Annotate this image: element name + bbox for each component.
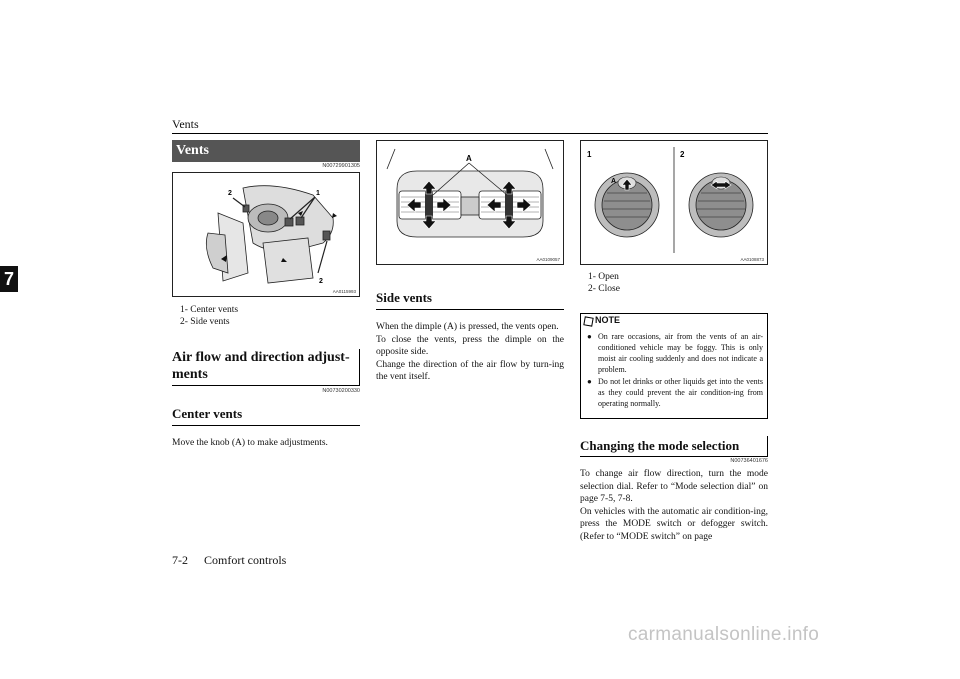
bullet-icon: ● [587,377,592,386]
chapter-tab[interactable]: 7 [0,266,18,292]
dashboard-illustration [173,173,359,296]
legend-item: 2- Close [588,284,620,294]
running-header: Vents [172,117,199,131]
side-vents-text [376,321,564,384]
bullet-icon: ● [587,332,592,341]
figure-id: AA0108873 [740,257,764,262]
center-vents-heading: Center vents [172,406,360,426]
airflow-heading: Air flow and direction adjust- ments [172,349,360,386]
center-vents-text: Move the knob (A) to make adjustments. [172,438,328,448]
side-vents-paragraph: To close the vents, press the dimple on the opposite side. [376,334,564,358]
page-footer [172,553,286,568]
side-vents-illustration [581,141,767,264]
section-code: N00729901305 [322,163,360,169]
side-vents-heading: Side vents [376,290,564,310]
watermark[interactable]: carmanualsonline.info [628,624,820,645]
side-vents-figure [580,140,768,265]
vents-overview-figure [172,172,360,297]
callout-2-bottom: 2 [319,278,323,285]
figure-id: AA0109057 [536,257,560,262]
side-vents-paragraph: When the dimple (A) is pressed, the vents open. [376,322,559,332]
callout-a: A [466,154,472,163]
mode-paragraph: On vehicles with the automatic air condition-ing, press the MODE switch or defogger switch. (Refer to “MODE switch” on page [580,506,768,542]
figure-label-2: 2 [680,150,685,159]
callout-2-top: 2 [228,190,232,197]
note-label: NOTE [581,314,626,327]
legend-item: 1- Center vents [180,305,239,315]
note-box [580,313,768,419]
section-name: Comfort controls [204,553,287,567]
airflow-code: N00730200330 [322,388,360,394]
figure-label-1: 1 [587,150,592,159]
legend-item: 2- Side vents [180,317,230,327]
note-list [587,331,763,410]
mode-selection-text [580,468,768,544]
legend-list [588,271,620,295]
page-number: 7-2 [172,553,188,567]
figure-label-a: A [611,178,617,185]
mode-code: N00736401676 [730,458,768,464]
figure-id: AA0115993 [332,289,356,294]
side-vents-paragraph: Change the direction of the air flow by turn-ing the vent itself. [376,359,564,383]
callout-1: 1 [316,190,320,197]
legend-item: 1- Open [588,272,619,282]
legend-list [180,304,238,328]
note-item: ● On rare occasions, air from the vents of an air-conditioned vehicle may be foggy. This is only moist air cooling suddenly and does not indicate a problem. [587,332,763,374]
mode-selection-heading: Changing the mode selection [580,436,768,457]
mode-paragraph: To change air flow direction, turn the mode selection dial. Refer to “Mode selection dial” on page 7-5, 7-8. [580,469,768,505]
center-vents-illustration [377,141,563,264]
center-vents-figure [376,140,564,265]
note-item: ● Do not let drinks or other liquids get into the vents as they could prevent the air condition-ing from operating normally. [587,377,763,408]
section-banner: Vents [172,140,360,162]
header-rule [172,133,768,134]
